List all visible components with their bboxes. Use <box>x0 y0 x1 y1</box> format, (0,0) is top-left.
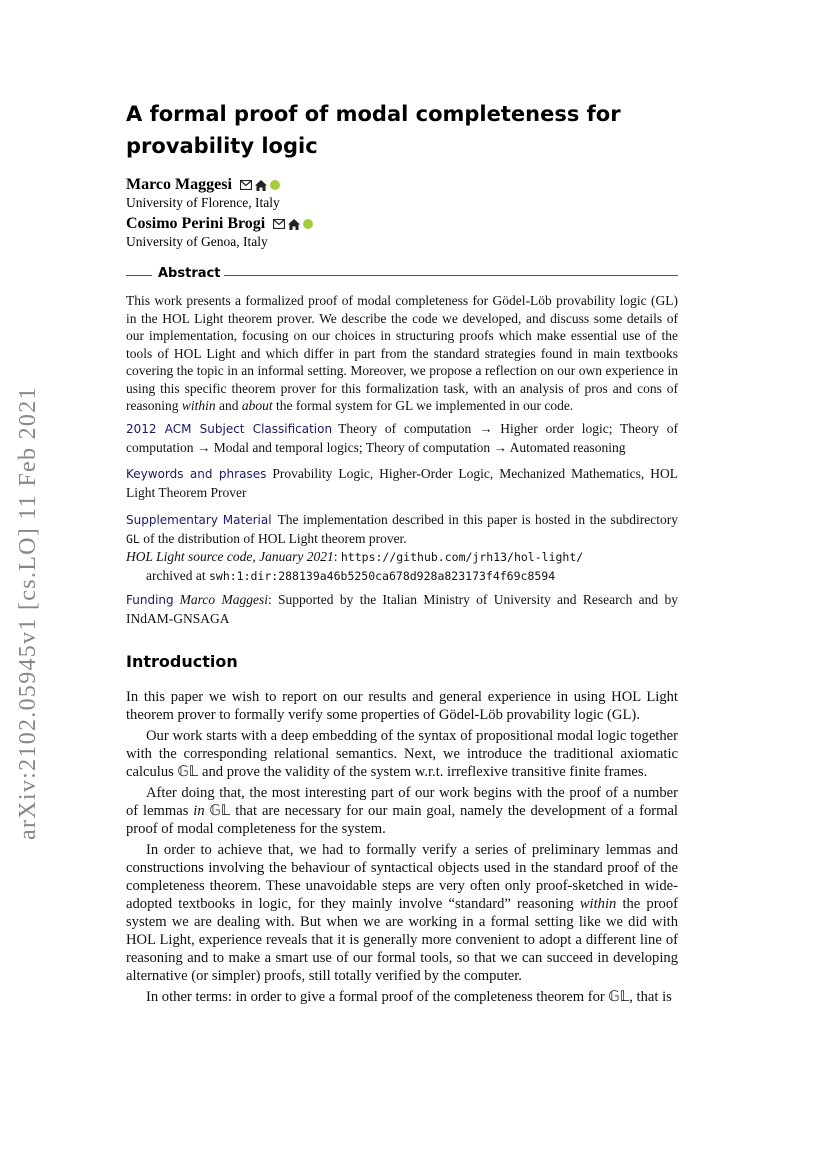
swh-identifier[interactable]: swh:1:dir:288139a46b5250ca678d928a823173f4f69c8594 <box>208 568 556 583</box>
author-1 <box>126 176 280 211</box>
author-affiliation: University of Genoa, Italy <box>126 234 268 249</box>
section-heading-introduction: Introduction <box>126 652 238 671</box>
author-2 <box>126 215 313 250</box>
abstract-heading <box>126 266 678 284</box>
subdirectory-name: GL <box>126 531 140 546</box>
author-links <box>240 180 280 191</box>
rule-left <box>126 275 152 276</box>
paper-title: A formal proof of modal completeness for provability logic <box>126 102 621 158</box>
funding: Funding Marco Maggesi: Supported by the Italian Ministry of University and Research and by INdAM-GNSAGA <box>126 592 678 626</box>
abstract-label: Abstract <box>158 266 221 281</box>
orcid-icon[interactable] <box>303 219 313 229</box>
paragraph: In order to achieve that, we had to formally verify a series of preliminary lemmas and constructions involving the behaviour of syntactical objects used in the standard proof of the completeness theorem. These unavoidable steps are very often only proof-sketched in wide-adopted textbooks in logic, for they mainly involve “standard” reasoning within the proof system we are dealing with. But when we are working in a formal setting like we did with HOL Light, experience reveals that it is generally more convenient to adopt a different line of reasoning and to make a smart use of our formal tools, so that we can succeed in developing alternative (or simpler) proofs, still totally verified by the computer. <box>126 842 679 984</box>
acm-classification <box>126 420 678 456</box>
source-label: HOL Light source code, January 2021 <box>126 549 334 564</box>
funding-person: Marco Maggesi <box>179 592 268 607</box>
author-name: Cosimo Perini Brogi <box>126 215 266 232</box>
email-icon[interactable] <box>240 180 252 190</box>
author-links <box>273 219 313 230</box>
acm-label: 2012 ACM Subject Classification <box>126 422 333 436</box>
email-icon[interactable] <box>273 219 285 229</box>
paragraph: Our work starts with a deep embedding of the syntax of propositional modal logic together with the corresponding relational semantics. Next, we introduce the traditional axiomatic calculus 𝔾𝕃 and prove the validity of the system w.r.t. irreflexive transitive finite frames. <box>126 728 678 780</box>
supplementary-label: Supplementary Material <box>126 513 272 527</box>
keywords <box>126 465 678 501</box>
author-affiliation: University of Florence, Italy <box>126 195 280 210</box>
rule-right <box>224 275 678 276</box>
funding-label: Funding <box>126 593 174 607</box>
source-url[interactable]: https://github.com/jrh13/hol-light/ <box>340 550 584 564</box>
paragraph: In this paper we wish to report on our results and general experience in using HOL Light theorem prover to formally verify some properties of Gödel-Löb provability logic (GL). <box>126 689 678 723</box>
paragraph: After doing that, the most interesting part of our work begins with the proof of a number of lemmas in 𝔾𝕃 that are necessary for our main goal, namely the development of a formal proof of modal completeness for the system. <box>126 785 678 837</box>
arxiv-identifier: arXiv:2102.05945v1 [cs.LO] 11 Feb 2021 <box>15 386 41 840</box>
supplementary-material: Supplementary Material The implementation described in this paper is hosted in the subdirectory GL of the distribution of HOL Light theorem prover. HOL Light source code, January 2021: https://github.com/jrh13/hol-light/ archived at swh:1:dir:288139a46b5250ca678d928a823173f4f69c8594 <box>126 512 678 583</box>
home-icon[interactable] <box>288 219 300 230</box>
abstract-text: This work presents a formalized proof of modal completeness for Gödel-Löb provability logic (GL) in the HOL Light theorem prover. We describe the code we developed, and discuss some details of our implementation, focusing on our choices in structuring proofs which make essential use of the tools of HOL Light and which differ in part from the standard strategies found in main textbooks covering the topic in an informal setting. Moreover, we propose a reflection on our own experience in using this specific theorem prover for this formalization task, with an analysis of pros and cons of reasoning within and about the formal system for GL we implemented in our code. <box>126 293 678 413</box>
author-name: Marco Maggesi <box>126 176 232 193</box>
introduction-body <box>126 688 678 1009</box>
keywords-text: Provability Logic, Higher-Order Logic, Mechanized Mathematics, HOL Light Theorem Prover <box>126 466 679 500</box>
paragraph: In other terms: in order to give a formal proof of the completeness theorem for 𝔾𝕃, that is <box>146 989 672 1005</box>
orcid-icon[interactable] <box>270 180 280 190</box>
home-icon[interactable] <box>255 180 267 191</box>
keywords-label: Keywords and phrases <box>126 467 267 481</box>
acm-text: Theory of computation → Higher order logic; Theory of computation → Modal and temporal logics; Theory of computation → Automated reasoning <box>126 421 678 455</box>
